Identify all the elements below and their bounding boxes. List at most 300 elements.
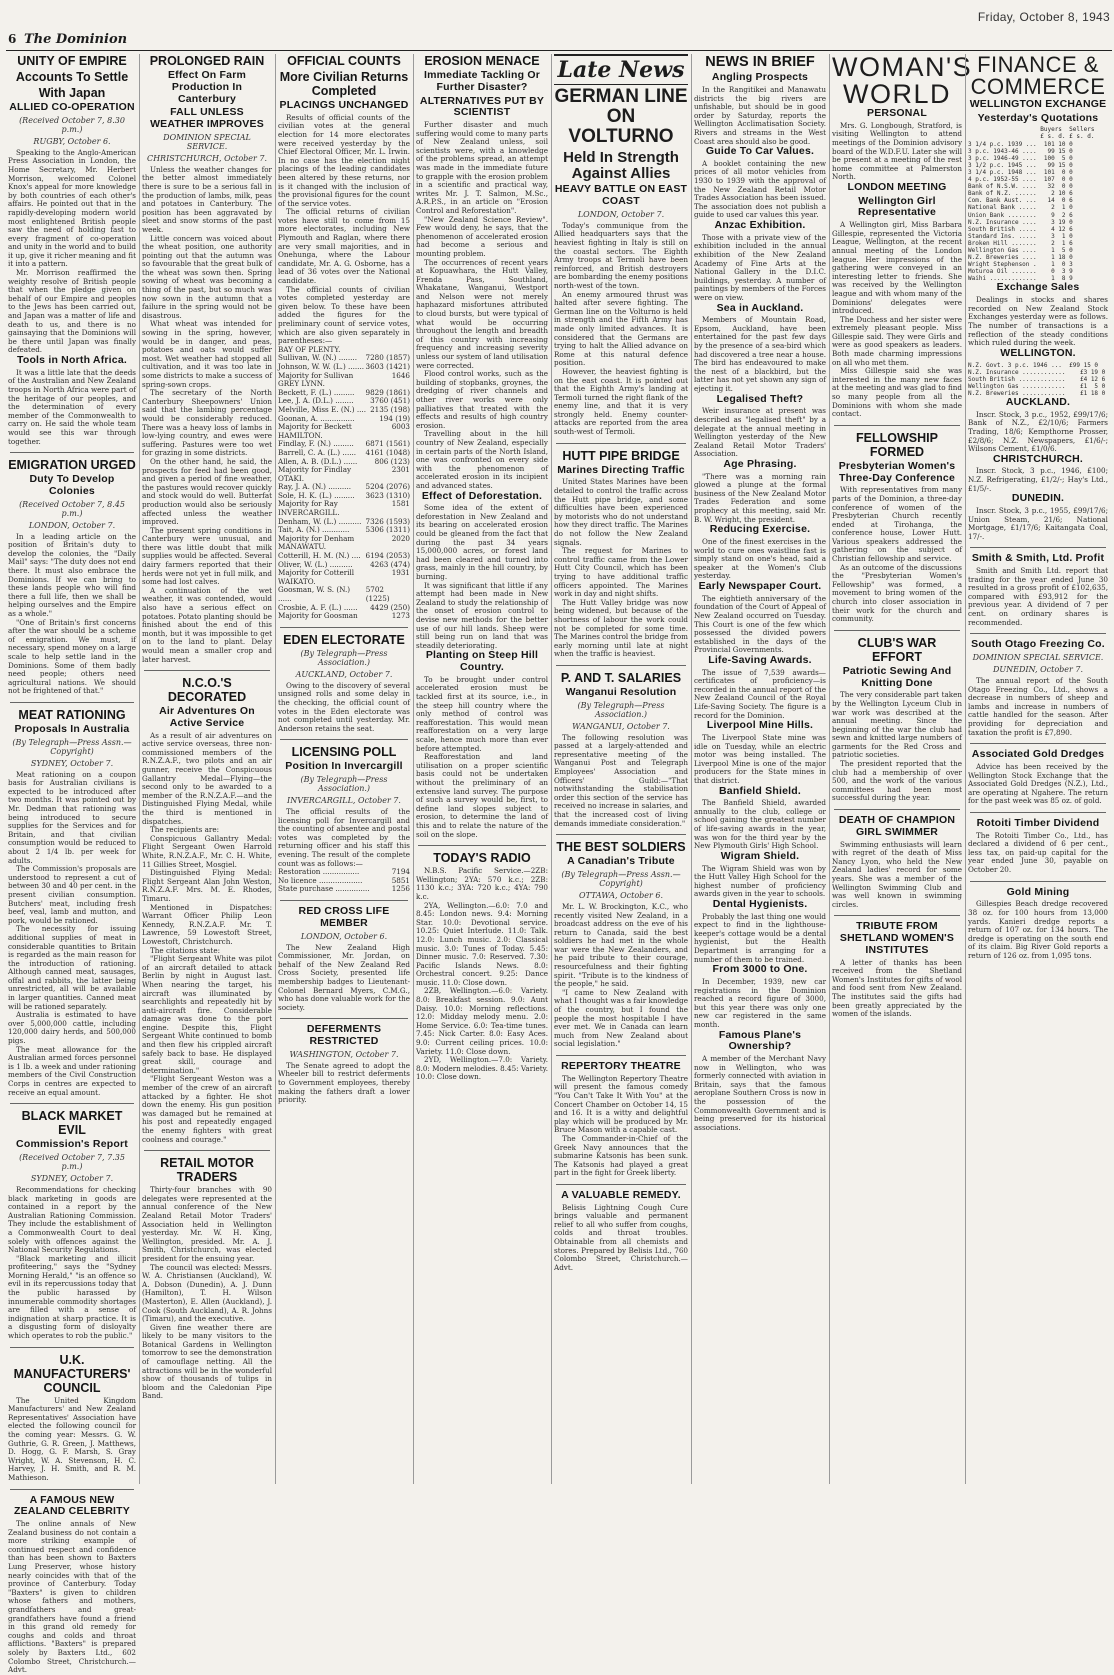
dateline: LONDON, October 6.	[300, 931, 388, 941]
article-headline: FALL UNLESS WEATHER IMPROVES	[150, 106, 264, 130]
article-paragraph: The recipients are:	[150, 825, 220, 835]
dateline: WANGANUI, October 7.	[572, 721, 670, 731]
candidate: Oliver, W. (L.) ..........	[278, 559, 353, 569]
article-paragraph: Belisis Lightning Cough Cure brings valuable and permanent relief to all who suffer from coughs, colds and throat troubles. Obtainable from all chemists and stores. Prepared by Belisis Ltd., 760 Colombo Street, Christchurch.—Advt.	[554, 1202, 688, 1272]
article-headline: LONDON MEETING	[847, 180, 947, 193]
article-headline: More Civilian Returns Completed	[279, 70, 409, 98]
article-paragraph: The citations state:	[150, 945, 221, 955]
column-8	[968, 54, 1108, 1484]
article-headline: DUNEDIN.	[1011, 492, 1065, 505]
dateline: (Received October 7, 7.35 p.m.)	[19, 1152, 125, 1171]
quotations-table: N.Z. Govt. 3 p.c. 1946 ... £99 15 0 N.Z. Insurance ............ £3 19 0 South British ............. £4 12 6 Wellington Gas ............ £1 5 0 N.Z. Breweries ............ £1 18 0	[968, 361, 1106, 397]
vote-count: 3760 (451)	[370, 396, 410, 406]
article-paragraph: Members of Mountain Road, Epsom, Auckland, have been entertained for the past few days by the presence of a sea-bird which had discovered a tree near a house. The bird has endeavoured to make the nest of a blackbird, but the latter has not yet shown any sign of ejecting it.	[694, 315, 826, 394]
section-divider	[556, 1184, 686, 1185]
vote-count: 7280 (1857)	[365, 353, 410, 363]
article-paragraph: The United Kingdom Manufacturers' and New Zealand Representatives' Association have elected the following council for the coming year: Messrs. G. W. Guthrie, G. R. Green, J. Matthews, D. Hogg, G. F. Marsh, S. Gray Wright, W. A. Stevenson, H. C. Harvey, J. H. Smith, and R. M. Mathieson.	[8, 1395, 136, 1482]
article-paragraph: "One of Britain's first concerns after the war should be a scheme of emigration. We must, if necessary, spend money on a large scale to help settle land in the Dominions. Some of them badly need people; others need agricultural nations. We should not be frightened of that."	[8, 617, 136, 696]
article-paragraph: The Liverpool State mine was idle on Tuesday, while an electric motor was being installed. The Liverpool Mine is one of the major producers for the State mines in that district.	[694, 732, 826, 785]
vote-count: 6871 (1561)	[365, 439, 410, 449]
article-paragraph: Today's communique from the Allied headquarters says that the heaviest fighting in Italy is still on the coastal sectors. The Eighth Army troops at Termoli have been reinforced, and British destroyers are bombarding the enemy positions north-west of the town.	[554, 220, 688, 290]
article-headline: Yesterday's Quotations	[977, 111, 1099, 124]
article-headline: Accounts To Settle	[15, 70, 129, 84]
page-number: 6	[8, 32, 17, 46]
article-paragraph: Dealings in stocks and shares recorded on New Zealand Stock Exchanges yesterday were as follows. The number of transactions is a reflection of the steady conditions which ruled during the week.	[968, 295, 1108, 348]
electorate-name: WAIKATO.	[278, 576, 316, 586]
article-headline: From 3000 to One.	[712, 963, 808, 976]
dateline: LONDON, October 7.	[577, 209, 665, 219]
candidate: Lee, J. A. (D.L.) ........	[278, 396, 354, 406]
vote-count: 1931	[391, 568, 410, 578]
article-headline: Age Phrasing.	[723, 457, 797, 470]
dateline: DUNEDIN, October 7.	[992, 665, 1084, 674]
article-paragraph: 2ZB, Wellington.—6.0: Variety. 8.0: Breakfast session. 9.0: Aunt Daisy. 10.0: Morning reflections. 12.0: Midday melody menu. 2.0: Home Service. 6.0: Tea-time tunes. 7.45: Nick Carter. 8.0: Easy Aces. 9.0: Current ceiling prices. 10.0: Variety. 11.0: Close down.	[416, 986, 548, 1056]
section-divider	[834, 425, 960, 426]
dateline: SYDNEY, October 7.	[30, 1173, 114, 1183]
candidate: Tait, A. (N.) ............	[278, 525, 350, 535]
article-headline: A VALUABLE REMEDY.	[561, 1188, 681, 1201]
candidate: Ray, J. A. (N.) ..........	[278, 482, 352, 492]
article-paragraph: Smith and Smith Ltd. report that trading for the year ended June 30 resulted in a gross profit of £102,635, compared with £93,912 for the previous year. A dividend of 7 per cent. on ordinary shares is recommended.	[968, 566, 1108, 627]
section-title: COMMERCE	[970, 74, 1106, 100]
column-3	[278, 54, 410, 1484]
article-paragraph: What wheat was intended for sowing in the spring, however, would be in danger, and peas, potatoes and oats would suffer most. Wet weather had stopped all cultivation, and it was too late in some districts to make a success of spring-sown crops.	[142, 319, 272, 389]
candidate: Denham, W. (L.) ..........	[278, 516, 362, 526]
article-headline: ALLIED CO-OPERATION	[9, 101, 135, 113]
newspaper-name: The Dominion	[24, 32, 128, 47]
article-headline: THE BEST SOLDIERS	[556, 840, 686, 855]
article-headline: TRIBUTE FROM SHETLAND WOMEN'S INSTITUTES	[839, 920, 955, 956]
article-headline: HEAVY BATTLE ON EAST COAST	[554, 183, 688, 208]
article-headline: BLACK MARKET EVIL	[21, 1109, 123, 1138]
article-paragraph: The annual report of the South Otago Freezing Co., Ltd., shows a decrease in numbers of sheep and lambs and increase in numbers of cattle handled for the season. After providing for depreciation and taxation the profit is £7,890.	[968, 676, 1108, 737]
article-paragraph: A Wellington girl, Miss Barbara Gillespie, represented the Victoria League, Wellington, at the recent annual meeting of the London league. Her impressions of the gathering were conveyed in an interesting letter to friends. She was received by the Wellington league and with whom many of the Dominions' delegates were introduced.	[832, 220, 962, 316]
article-headline: Commission's Report	[16, 1138, 128, 1151]
article-paragraph: To be brought under control accelerated erosion must be tackled first at its source, i.e., in the steep hill country where the only method of control was reafforestation. This would mean reafforestation on a very large scale, hence much more than ever before attempted.	[416, 674, 548, 753]
article-paragraph: "Flight Sergeant Weston was a member of the crew of an aircraft attacked by a fighter. He shot down the enemy. His gun position was damaged but he remained at his post and repeatedly engaged the enemy fighters with great coolness and courage."	[142, 1074, 272, 1144]
article-paragraph: The official counts of civilian votes completed yesterday are given below. To these have been added the figures for the preliminary count of service votes, which are also given separately in parentheses:—	[278, 284, 410, 346]
article-paragraph: The very considerable part taken by the Wellington Lyceum Club in war work was described at the annual meeting. Since the beginning of the war the club had sewn and knitted large numbers of garments for the Red Cross and patriotic societies.	[832, 690, 962, 760]
article-headline: PLACINGS UNCHANGED	[279, 99, 409, 111]
article-paragraph: The online annals of New Zealand business do not contain a more striking example of continued respect and confidence than has been shown to Baxters Lung Preserver, whose history nearly coincides with that of the province of Canterbury. Today "Baxters" is given to children whose fathers and mothers, grandfathers and great-grandfathers have found a friend in this grand old remedy for coughs and colds and throat afflictions. "Baxters" is prepared solely by Baxters Ltd., 602 Colombo Street, Christchurch.—Advt.	[8, 1519, 136, 1675]
column-5	[554, 54, 688, 1484]
article-headline: LICENSING POLL	[291, 745, 397, 760]
article-headline: With Japan	[38, 86, 106, 100]
article-paragraph: A member of the Merchant Navy now in Wellington, who was formerly connected with aviation in Britain, says that the famous aeroplane Southern Cross is now in the possession of the Commonwealth Government and is being preserved for its historical associations.	[694, 1054, 826, 1132]
dateline: RUGBY, October 6.	[33, 136, 111, 146]
article-paragraph: A letter of thanks has been received from the Shetland Women's Institutes for gifts of wool and food sent from New Zealand. The institutes said the gifts had been greatly appreciated by the women of the islands.	[832, 957, 962, 1019]
article-paragraph: A booklet containing the new prices of all motor vehicles from 1930 to 1939 with the approval of the New Zealand Retail Motor Trades Association has been issued. The association does not publish a guide to used car values this year.	[694, 158, 826, 220]
article-paragraph: Little concern was voiced about the wheat position, one authority pointing out that the autumn was so favourable that the great bulk of the wheat was sown then. Spring sowing of wheat was becoming a thing of the past, but so much was now sown in the autumn that a failure in the spring would not be disastrous.	[142, 233, 272, 320]
candidate: State purchase ...............	[278, 884, 370, 894]
column-4	[416, 54, 548, 1484]
vote-count: 2135 (198)	[370, 404, 410, 414]
article-headline: RETAIL MOTOR TRADERS	[160, 1156, 254, 1185]
electorate-name: BAY OF PLENTY.	[278, 344, 341, 354]
article-paragraph: Mrs. G. Longbough, Stratford, is visiting Wellington to attend meetings of the Dominion advisory board of the W.D.F.U. Later she will be present at a meeting of the rest home committee at Palmerston North.	[832, 120, 962, 182]
section-divider	[556, 1055, 686, 1056]
article-headline: Exchange Sales	[996, 281, 1080, 294]
election-result-row	[278, 586, 410, 603]
article-headline: Anzac Exhibition.	[714, 219, 806, 232]
candidate: Majority for Ray	[278, 499, 338, 509]
article-headline: PROLONGED RAIN	[149, 54, 265, 68]
article-paragraph: Mr. Morrison reaffirmed the weighty resolve of British people that when the pledge given on behalf of our Empire and peoples to the Jews has been carried out, and Japan was a matter of life and death to us, and there is no gainsaying that the Dominions will be there until Japan was finally defeated.	[8, 268, 136, 355]
article-paragraph: As a result of air adventures on active service overseas, three non-commissioned members of the R.N.Z.A.F., two pilots and an air gunner, receive the Conspicuous Gallantry Medal—Flying—the second only to be awarded to a member of the R.N.Z.A.F.—and the Distinguished Flying Medal, while the third is mentioned in dispatches.	[142, 730, 272, 826]
vote-count: 5306 (1311)	[365, 525, 410, 535]
dateline: (By Telegraph—Press Assn.—Copyright)	[561, 869, 681, 888]
section-divider	[280, 627, 408, 628]
column-rule	[691, 54, 692, 1484]
article-headline: TODAY'S RADIO	[433, 851, 531, 866]
column-rule	[413, 54, 414, 1484]
article-paragraph: Recommendations for checking black marketing in goods are contained in a report by the Australian Rationing Commission. They include the establishment of a Commonwealth Court to deal solely with offences against the National Security Regulations.	[8, 1184, 136, 1255]
candidate: Majority for Sullivan	[278, 370, 354, 380]
article-headline: WELLINGTON EXCHANGE	[969, 97, 1107, 110]
section-divider	[970, 633, 1106, 634]
article-headline: N.C.O.'S DECORATED	[167, 676, 247, 705]
dateline: AUCKLAND, October 7.	[295, 669, 393, 679]
candidate: Goosman, W. S. (N.) ......	[278, 585, 351, 603]
dateline: WASHINGTON, October 7.	[289, 1049, 399, 1059]
article-headline: Patriotic Sewing And Knitting Done	[842, 664, 952, 689]
section-divider	[144, 1150, 270, 1151]
section-divider	[834, 630, 960, 631]
article-paragraph: The Hutt Valley bridge was now being widened, but because of the shortness of labour the work could not be completed for some time. The Marines control the bridge from early morning until late at night when the traffic is heaviest.	[554, 597, 688, 659]
article-headline: Reducing Exercise.	[709, 523, 811, 536]
article-paragraph: Reafforestation and land utilisation on a proper scientific basis could not be undertaken without the preliminary of an extensive land survey. The purpose of such a survey would be, first, to define land slopes subject to erosion, to determine the land of this and to relate the nature of the soil on the slope.	[416, 752, 548, 839]
dateline: LONDON, October 7.	[28, 520, 116, 530]
electorate-name: OTAKI.	[278, 473, 304, 483]
section-title: FINANCE &	[977, 52, 1099, 77]
article-paragraph: The occurrences of recent years at Kopuawhara, the Hutt Valley, Frenda Pass, Southland, Whakatane, Wanganui, Westport and Nelson were not merely haphazard misfortunes attributed to cloud bursts, but were typical of what would be occurring throughout the length and breadth of this country with increasing frequency and increasing severity unless our system of land utilisation were corrected.	[416, 257, 548, 370]
article-paragraph: 2YD, Wellington.—7.0: Variety. 8.0: Modern melodies. 8.45: Variety. 10.0: Close down.	[416, 1055, 548, 1082]
article-paragraph: The New Zealand High Commissioner, Mr. Jordan, on behalf of the New Zealand Red Cross Society, presented life membership badges to Lieutenant-Colonel Bernard Myers, C.M.G., who has done valuable work for the society.	[278, 942, 410, 1012]
vote-count: 2301	[391, 465, 410, 475]
article-headline: DEFERMENTS RESTRICTED	[306, 1023, 382, 1048]
quotations-table: Buyers Sellers £ s. d. £ s. d. 3 1/4 p.c. 1939 ... 101 10 0 3 p.c. 1943-46 .... 99 15 0 3 p.c. 1946-49 .... 100 5 0 3 1/2 p.c. 1945 ... 99 15 0 3 1/4 p.c. 1948 ... 101 0 0 4 p.c. 1952-55 .... 107 0 0 Bank of N.S.W. .... 32 0 0 Bank of N.Z. ...... 2 10 6 Com. Bank Aust. ... 14 0 6 National Bank ..... 2 1 0 Union Bank ........ 9 2 6 N.Z. Insurance .... 3 19 0 South British ..... 4 12 6 Standard Ins. ..... 3 1 0 Broken Hill ....... 2 1 6 Wellington Gas .... 1 5 0 N.Z. Breweries .... 1 18 0 Wright Stephenson . 1 0 3 Moturoa Oil ....... 0 3 9 Waihi ............. 1 8 9	[968, 126, 1095, 283]
article-paragraph: United States Marines have been detailed to control the traffic across the Hutt pipe bridge, and some difficulties have been experienced by motorists who do not understand how they direct traffic. The Marines do not follow the New Zealand signals.	[554, 477, 688, 547]
column-rule	[275, 54, 276, 1484]
candidate: Sole, H. K. (L.) .........	[278, 490, 355, 500]
candidate: Majority for Denham	[278, 533, 355, 543]
article-paragraph: Further disaster and much suffering would come to many parts of New Zealand unless, soil scientists were, with a knowledge of the problems spread, an attempt was made in the immediate future to grapple with the erosion problem in a scientific and practical way, writes Mr. J. T. Salmon, M.Sc., A.R.P.S., in an article on "Erosion Control and Reforestation".	[416, 120, 548, 215]
candidate: Allen, A. B. (D.L.) ......	[278, 456, 358, 466]
election-result-row	[278, 612, 410, 621]
article-paragraph: Distinguished Flying Medal: Flight Sergeant Alan John Weston, R.N.Z.A.F. Mrs. M. E. Rhodes, Timaru.	[142, 868, 272, 903]
vote-count: 1646	[391, 370, 410, 380]
section-divider	[280, 900, 408, 901]
article-paragraph: The president reported that the club had a membership of over 500, and the work of the various committees had been most successful during the year.	[832, 759, 962, 803]
article-paragraph: Probably the last thing one would expect to find in the lighthouse-keeper's cottage would be a dental hygienist, but the Health Department is arranging for a number of them to be trained.	[694, 911, 826, 964]
article-paragraph: Inscr. Stock, 3 p.c., 1952, £99/17/6; Bank of N.Z., £2/10/6; Farmers Trading, 18/6; Kempthorne Prosser, £2/8/6; N.Z. Newspapers, £1/6/-; Wilsons Cement, £1/0/6.	[968, 409, 1108, 454]
section-divider	[144, 670, 270, 671]
section-divider	[834, 915, 960, 916]
section-divider	[834, 809, 960, 810]
article-headline: Dental Hygienists.	[712, 897, 808, 910]
article-headline: DEATH OF CHAMPION GIRL SWIMMER	[838, 814, 956, 838]
article-headline: Wellington Girl Representative	[857, 194, 937, 219]
article-headline: ALTERNATIVES PUT BY SCIENTIST	[419, 94, 545, 119]
article-paragraph: The issue of 7,539 awards—certificates of proficiency—is recorded in the annual report of the New Zealand Council of the Royal Life-Saving Society. The figure is a record for the Dominion.	[694, 667, 826, 720]
article-paragraph: A continuation of the wet weather, it was contended, would also have a serious effect on potatoes. Potato planting should be finished about the end of this month, but it was impossible to get on to the land to plant. Delay would mean a smaller crop and later harvest.	[142, 585, 272, 664]
article-paragraph: The official returns of civilian votes have still to come from 15 more electorates, including New Plymouth and Raglan, where there are very small majorities, and in Onehunga, where the Labour candidate, Mr. A. G. Osborne, has a lead of 36 votes over the National candidate.	[278, 207, 410, 286]
article-headline: UNITY OF EMPIRE	[17, 54, 127, 68]
section-divider	[280, 1018, 408, 1019]
article-paragraph: As an outcome of the discussions the "Presbyterian Women's Fellowship" was formed, a movement to bring women of the church into closer association in their work for the church and community.	[832, 562, 962, 624]
section-divider	[970, 881, 1106, 882]
article-paragraph: The secretary of the North Canterbury Sheepowners' Union said that the lambing percentage would be considerably reduced. There was a heavy loss of lambs in low-lying country, and ewes were suffering. Pastures were too wet for grazing in some districts.	[142, 388, 272, 458]
section-title: WORLD	[843, 79, 951, 109]
late-news-banner: Late News	[554, 54, 688, 85]
article-headline: CHRISTCHURCH.	[992, 452, 1084, 465]
dateline: (By Telegraph—Press Assn.—Copyright)	[12, 737, 132, 756]
issue-date: Friday, October 8, 1943	[977, 10, 1110, 24]
article-headline: Associated Gold Dredges	[971, 748, 1105, 761]
article-headline: U.K. MANUFACTURERS' COUNCIL	[13, 1352, 131, 1395]
candidate: Majority for Findlay	[278, 465, 352, 475]
dateline: DOMINION SPECIAL SERVICE.	[972, 653, 1104, 662]
vote-count: 2020	[391, 533, 410, 543]
candidate: Johnson, W. W. (L.) .......	[278, 361, 365, 371]
article-headline: Air Adventures On Active Service	[159, 705, 255, 729]
article-paragraph: The Wellington Repertory Theatre will present the famous comedy "You Can't Take It With You" at the Concert Chamber on October 14, 15 and 16. It is a witty and delightful play which will be produced by Mr. Bruce Mason with a capable cast.	[554, 1073, 688, 1135]
article-paragraph: The following resolution was passed at a largely-attended and representative meeting of the Wanganui Post and Telegraph Employees' Association and Officers' Guild:—"That notwithstanding the stabilisation order this section of the service has received no increase in salaries, and that the increased cost of living demands immediate consideration."	[554, 732, 688, 828]
article-paragraph: The Commander-in-Chief of the Greek Navy announces that the submarine Katsonis has been sunk. The Katsonis had played a great part in the fight for Greek liberty.	[554, 1133, 688, 1178]
section-divider	[10, 702, 134, 703]
lead-headline: GERMAN LINE ON VOLTURNO	[554, 86, 688, 147]
article-paragraph: Inscr. Stock, 3 p.c., 1955, £99/17/6; Union Steam, 21/6; National Mortgage, £1/17/6; Kaitangata Coal, 17/-.	[968, 505, 1108, 541]
article-paragraph: Mentioned in Dispatches: Warrant Officer Philip Leon Kennedy, R.N.Z.A.F. Mr. T. Lawrence, 59 Lowestoft Street, Lowestoft, Christchurch.	[142, 902, 272, 946]
dateline: INVERCARGILL, October 7.	[287, 796, 401, 806]
article-headline: A Canadian's Tribute	[567, 855, 675, 868]
vote-count: 1273	[391, 611, 410, 621]
article-paragraph: "New Zealand Science Review". Few would deny, he says, that the phenomenon of accelerated erosion had become a serious and mounting problem.	[416, 214, 548, 258]
section-divider	[556, 443, 686, 444]
article-paragraph: Unless the weather changes for the better almost immediately there is sure to be a serious fall in the production of lambs, milk, peas and potatoes in Canterbury. The position has been aggravated by sleet and snow storms of the past week.	[142, 164, 272, 234]
article-paragraph: With representatives from many parts of the Dominion, a three-day conference of women of the Presbyterian Church recently ended at Tirohanga, the conference house, Lower Hutt. Various speakers addressed the gathering on the subject of Christian fellowship and service.	[832, 485, 962, 564]
column-rule	[139, 54, 140, 1484]
article-headline: Legalised Theft?	[716, 392, 804, 405]
article-paragraph: Miss Gillespie said she was interested in the many new faces at the meeting and was glad to find so many people from all the Dominions with whom she made contact.	[832, 366, 962, 419]
candidate: Sullivan, W. (N.) ........	[278, 353, 357, 363]
article-headline: Tools in North Africa.	[17, 354, 127, 366]
candidate: Crosbie, A. F. (L.) ......	[278, 602, 358, 612]
article-paragraph: The Duchess and her sister were extremely pleasant people. Miss Gillespie said. They were Girls and were as good speakers as leaders. Both made charming impressions on all who met them.	[832, 314, 962, 367]
dateline: (By Telegraph—Press Association.)	[577, 700, 665, 719]
article-paragraph: It was a little late that the deeds of the Australian and New Zealand troops in North Africa were part of the heritage of our peoples, and the determination of every member of the Commonwealth to carry on. He said the whole team would see this war through together.	[8, 367, 136, 446]
article-paragraph: The necessity for issuing additional supplies of meat in considerable quantities to Britain is regarded as the main reason for the introduction of rationing. Although canned meat, sausages, offal and rabbits, the latter being unrestricted, all will be available in larger quantities. Canned meat will be rationed separately.	[8, 924, 136, 1011]
article-paragraph: It was significant that little if any attempt had been made in New Zealand to study the relationship of the onset of erosion control to devise new methods for the better use of our hill lands. Sheep were still being run on land that was steadily deteriorating.	[416, 580, 548, 650]
article-paragraph: An enemy armoured thrust was halted after severe fighting. The German line on the Volturno is held in strength and the Fifth Army has made only limited advances. It is considered that the Germans are trying to halt the Allied advance on Rome at this natural defence position.	[554, 289, 688, 368]
article-headline: Presbyterian Women's Three-Day Conference	[838, 459, 956, 484]
lead-headline: Held In Strength Against Allies	[563, 148, 679, 182]
electorate-name: GREY LYNN.	[278, 379, 325, 389]
section-title: WOMAN'S	[832, 52, 973, 82]
candidate: Melville, Miss E. (N.) ....	[278, 404, 366, 414]
vote-count: 4429 (250)	[370, 602, 410, 612]
article-headline: NEWS IN BRIEF	[705, 54, 815, 70]
article-headline: Guide To Car Values.	[705, 145, 815, 158]
article-headline: EROSION MENACE	[424, 54, 540, 68]
article-headline: REPERTORY THEATRE	[561, 1060, 681, 1072]
article-paragraph: Owing to the discovery of several unsigned rolls and some delay in the checking, the official count of votes in the Eden electorate was not completed until yesterday. Mr. Anderson retains the seat.	[278, 680, 410, 733]
article-paragraph: In a leading article on the position of Britain's duty to develop the colonies, the "Daily Mail" says: "The duty does not end there. It must also embrace the Dominions. If we can bring to these lands people who will find there a full life, then we shall be helping ourselves and the Empire as a whole."	[8, 531, 136, 618]
candidate: Majority for Goosman	[278, 611, 358, 621]
article-headline: Smith & Smith, Ltd. Profit	[971, 552, 1105, 565]
vote-count: 6003	[391, 422, 410, 432]
dateline: CHRISTCHURCH, October 7.	[146, 153, 268, 163]
article-paragraph: "Flight Sergeant White was pilot of an aircraft detailed to attack Berlin by night in August last. When nearing the target, his aircraft was illuminated by searchlights and repeatedly hit by anti-aircraft fire. Considerable damage was done to the port engine. Despite this, Flight Sergeant White continued to bomb and then flew his crippled aircraft safely back to base. He displayed great skill, courage and determination."	[142, 954, 272, 1075]
article-headline: Famous Plane's Ownership?	[718, 1028, 802, 1053]
column-rule	[829, 54, 830, 1484]
article-paragraph: Mr. L. W. Brockington, K.C., who recently visited New Zealand, in a broadcast address on the eve of his return to Canada, said the best soldiers he had met in the whole war were the New Zealanders, and he paid tribute to their courage, resourcefulness and their fighting spirit. "Tribute is to the kindness of the people," he said.	[554, 901, 688, 989]
article-headline: WELLINGTON.	[1000, 346, 1076, 359]
article-headline: Duty To Develop Colonies	[29, 473, 115, 497]
article-paragraph: The eightieth anniversary of the foundation of the Court of Appeal of New Zealand occurred on Tuesday. This Court is one of the few which possessed the divided powers established in the days of the Provincial Governments.	[694, 593, 826, 655]
electorate-name: INVERCARGILL.	[278, 508, 340, 518]
article-paragraph: However, the heaviest fighting is on the east coast. It is pointed out that the Eighth Army's landing at Termoli turned the right flank of the enemy line, and that it is very strongly held. Enemy counter-attacks are reported from the area south-west of Termoli.	[554, 366, 688, 437]
vote-count: 4161 (1048)	[365, 447, 410, 457]
vote-count: 9829 (1861)	[365, 387, 410, 397]
column-rule	[551, 54, 552, 1484]
article-headline: Position In Invercargill	[285, 760, 403, 773]
dateline: (Received October 7, 8.30 p.m.)	[19, 115, 125, 134]
article-headline: Gold Mining	[1006, 885, 1070, 898]
article-paragraph: Speaking to the Anglo-American Press Association in London, the Home Secretary, Mr. Herbert Morrison, welcomed Colonel Knox's appeal for more knowledge by both countries of each other's affairs. He pointed out that in the rapidly-developing modern world most enlightened British people saw the need of holding fast to every fragment of co-operation and unity in the world and to build it up, give it richer meaning and fit it into a pattern.	[8, 147, 136, 269]
section-divider	[10, 1489, 134, 1490]
dateline: (Received October 7, 8.45 p.m.)	[19, 499, 125, 518]
article-headline: RED CROSS LIFE MEMBER	[298, 905, 390, 929]
candidate: Majority for Beckett	[278, 422, 352, 432]
candidate: Findlay, F. (N.) .........	[278, 439, 354, 449]
article-headline: Early Newspaper Court.	[698, 579, 822, 592]
article-headline: HUTT PIPE BRIDGE	[562, 448, 680, 463]
vote-count: 194 (19)	[379, 413, 410, 423]
article-paragraph: The Banfield Shield, awarded annually to the club, college or school gaining the greatest number of life-saving awards in the year, was won for the third year by the New Plymouth Girls' High School.	[694, 798, 826, 851]
column-7	[832, 52, 973, 1484]
article-paragraph: The request for Marines to control traffic came from the Lower Hutt City Council, which has been trying to have additional traffic officers appointed. The Marines work in day and night shifts.	[554, 546, 688, 599]
vote-count: 1581	[391, 499, 410, 509]
dateline: (By Telegraph—Press Association.)	[300, 775, 388, 794]
vote-count: 3623 (1310)	[365, 490, 410, 500]
vote-count: 806 (123)	[374, 456, 410, 466]
article-paragraph: The present spring conditions in Canterbury were unusual, and there was little doubt that milk supplies would be affected. Several dairy farmers reported that their herds were not yet in full milk, and some had lost calves.	[142, 525, 272, 587]
article-paragraph: Australia is estimated to have over 5,000,000 cattle, including 120,000 dairy herds, and 500,000 pigs.	[8, 1010, 136, 1046]
article-headline: Wanganui Resolution	[565, 685, 677, 698]
article-paragraph: One of the finest exercises in the world to cure ones waistline fast is simply stand on one's head, said a speaker at the Women's Club yesterday.	[694, 537, 826, 581]
masthead	[6, 10, 1112, 51]
article-paragraph: Inscr. Stock, 3 p.c., 1946, £100; N.Z. Refrigerating, £1/2/-; Hay's Ltd., £1/5/-.	[968, 466, 1108, 493]
article-headline: Immediate Tackling Or Further Disaster?	[423, 69, 541, 93]
article-paragraph: "Black marketing and illicit profiteering," says the "Sydney Morning Herald," "is an offence so evil in its repercussions today that the public harassed by innumerable commodity shortages are filled with a sense of indignation at sharp practice. It is a disgusting form of disloyalty which operates to rob the public."	[8, 1253, 136, 1341]
article-headline: A FAMOUS NEW ZEALAND CELEBRITY	[14, 1493, 130, 1518]
dateline: SYDNEY, October 7.	[30, 758, 114, 768]
article-headline: EMIGRATION URGED	[8, 458, 136, 473]
article-headline: OFFICIAL COUNTS	[287, 54, 401, 68]
article-paragraph: The Rotoiti Timber Co., Ltd., has declared a dividend of 6 per cent., less tax, on paid-up capital for the year ended June 30, payable on October 20.	[968, 830, 1108, 874]
dateline: OTTAWA, October 6.	[578, 890, 663, 900]
section-divider	[10, 452, 134, 453]
vote-count: 4263 (474)	[370, 559, 410, 569]
section-divider	[556, 834, 686, 835]
column-2	[142, 54, 272, 1484]
article-headline: Life-Saving Awards.	[708, 653, 812, 666]
article-paragraph: Some idea of the extent of deforestation in New Zealand and its bearing on accelerated erosion could be gleaned from the fact that during the past 34 years 15,000,000 acres, or forest land had been cleared and turned into grass, mainly in the hill country, by burning.	[416, 503, 548, 582]
vote-count: 7194	[391, 867, 410, 877]
article-paragraph: "I came to New Zealand with what I thought was a fair knowledge of the country, but I found the people the most hospitable I have ever met. We in Canada can learn much from New Zealand about social legislation."	[554, 987, 688, 1049]
article-headline: South Otago Freezing Co.	[971, 638, 1105, 651]
article-headline: Planting on Steep Hill Country.	[425, 649, 539, 674]
article-paragraph: On the other hand, he said, the prospects for feed had been good, and given a period of fine weather, the pastures would recover quickly and stock would do well. Butterfat production would also be seriously affected unless the weather improved.	[142, 456, 272, 527]
article-paragraph: N.B.S. Pacific Service.—2ZB: Wellington; 2YA: 570 k.c.; 2ZB: 1130 k.c.; 3YA: 720 k.c.; 4YA: 790 k.c.	[416, 866, 548, 901]
vote-count: 1256	[391, 884, 410, 894]
section-divider	[970, 812, 1106, 813]
vote-count: 5204 (2076)	[365, 482, 410, 492]
article-paragraph: Meat rationing on a coupon basis for Australian civilians is expected to be introduced after two months. It was pointed out by Mr. Dedman that rationing was being introduced to secure supplies for the Services and for Britain, and that civilian consumption would be reduced to about 2 1/4 lb. per week for adults.	[8, 769, 136, 865]
article-paragraph: Weir insurance at present was described as "legalised theft" by a delegate at the annual meeting in Wellington yesterday of the New Zealand Retail Motor Traders' Association.	[694, 406, 826, 459]
article-paragraph: The council was elected: Messrs. W. A. Christiansen (Auckland), W. A. Dobson (Dunedin), A. J. Dunn (Hamilton), T. H. Wilson (Masterton), E. Allen (Auckland), J. Cook (South Auckland), A. R. Johns (Timaru), and the executive.	[142, 1262, 272, 1324]
article-headline: MEAT RATIONING	[18, 707, 126, 722]
article-paragraph: Thirty-four branches with 90 delegates were represented at the annual conference of the New Zealand Retail Motor Traders' Association held in Wellington yesterday. Mr. W. H. King, Wellington, presided. Mr. A. J. Smith, Christchurch, was elected president for the ensuing year.	[142, 1185, 272, 1263]
article-paragraph: "There was a morning rain glowed a plunge at the formal business of the New Zealand Motor Trades Federation and some prophecy at this meeting, said Mr. B. W. Wright, the president.	[694, 471, 826, 524]
section-divider	[10, 1103, 134, 1104]
article-headline: CLUB'S WAR EFFORT	[857, 635, 937, 664]
vote-count: 5851	[391, 875, 410, 885]
section-divider	[970, 743, 1106, 744]
vote-count: 5702 (1225)	[365, 585, 390, 603]
vote-count: 3603 (1421)	[365, 361, 410, 371]
dateline: (By Telegraph—Press Association.)	[300, 648, 388, 667]
article-paragraph: 2YA, Wellington.—6.0: 7.0 and 8.45: London news. 9.4: Morning Star. 10.0: Devotional service. 10.25: Quiet Interlude. 11.0: Talk. 12.0: Lunch music. 2.0: Classical music. 3.0: Tunes of Today. 5.45: Dinner music. 7.0: Reserved. 7.30: Pacific Islands News. 8.0: Orchestral concert. 9.25: Dance music. 11.0: Close down.	[416, 900, 548, 987]
candidate: Majority for Cotterill	[278, 568, 355, 578]
article-headline: Sea in Auckland.	[716, 301, 804, 314]
article-paragraph: In the Rangitikei and Manawatu districts the big rivers are unfishable, but should be in good order by Saturday, reports the Wellington Acclimatisation Society. Rivers and streams in the West Coast area should also be good.	[694, 84, 826, 146]
article-paragraph: The official results of the licensing poll for Invercargill and the counting of absentee and postal votes was completed by the returning officer and his staff this evening. The result of the complete count was as follows:—	[278, 807, 410, 868]
section-divider	[10, 1347, 134, 1348]
section-divider	[970, 547, 1106, 548]
article-paragraph: The Senate agreed to adopt the Wheeler bill to restrict deferments to Government employees, thereby making the fathers draft a lower priority.	[278, 1060, 410, 1105]
article-headline: P. AND T. SALARIES	[560, 670, 682, 685]
candidate: No licence ...................	[278, 875, 363, 885]
candidate: Barrell, C. A. (L.) ......	[278, 447, 357, 457]
vote-count: 6194 (2053)	[365, 551, 410, 561]
article-headline: Marines Directing Traffic	[557, 463, 685, 476]
article-headline: PERSONAL	[867, 107, 927, 119]
article-paragraph: Swimming enthusiasts will learn with regret of the death of Miss Nancy Lyon, who held the New Zealand ladies' record for some years. She was a member of the Wellington Swimming Club and was well known in swimming circles.	[832, 839, 962, 909]
article-paragraph: Gillespies Beach dredge recovered 38 oz. for 100 hours from 13,000 yards. Kanieri dredge reports a return of 107 oz. for 134 hours. The dredge is operating on the south end of its claim. Big River Gold reports a return of 126 oz. from 1,095 tons.	[968, 899, 1108, 960]
article-paragraph: The Wigram Shield was won by the Hutt Valley High School for the highest number of proficiency awards given in the year to schools.	[694, 863, 826, 899]
article-headline: FELLOWSHIP FORMED	[856, 430, 938, 459]
dateline: DOMINION SPECIAL SERVICE.	[163, 132, 251, 151]
article-headline: Proposals In Australia	[14, 722, 130, 735]
candidate: Cotterill, H. M. (N.) ....	[278, 551, 361, 561]
article-headline: Effect On Farm Production In Canterbury	[167, 69, 247, 105]
candidate: Beckett, F. (L.) .........	[278, 387, 355, 397]
section-divider	[418, 845, 546, 846]
column-rule	[965, 54, 966, 1484]
article-headline: Rotoiti Timber Dividend	[976, 816, 1100, 829]
article-headline: Banfield Shield.	[719, 784, 801, 797]
article-paragraph: Advice has been received by the Wellington Stock Exchange that the Associated Gold Dredges (N.Z.), Ltd., are operating at Ngahere. The return for the past week was 85 oz. of gold.	[968, 761, 1108, 806]
article-headline: Liverpool Mine Hills.	[706, 719, 814, 732]
column-6	[694, 54, 826, 1484]
column-1	[8, 54, 136, 1675]
article-headline: Wigram Shield.	[720, 849, 800, 862]
article-paragraph: Conspicuous Gallantry Medal: Flight Sergeant Owen Harrold White, R.N.Z.A.F., Mr. C. H. White, 11 Gillies Street, Mosgiel.	[142, 833, 272, 869]
article-headline: AUCKLAND.	[1005, 395, 1071, 408]
candidate: Restoration ................	[278, 867, 360, 877]
